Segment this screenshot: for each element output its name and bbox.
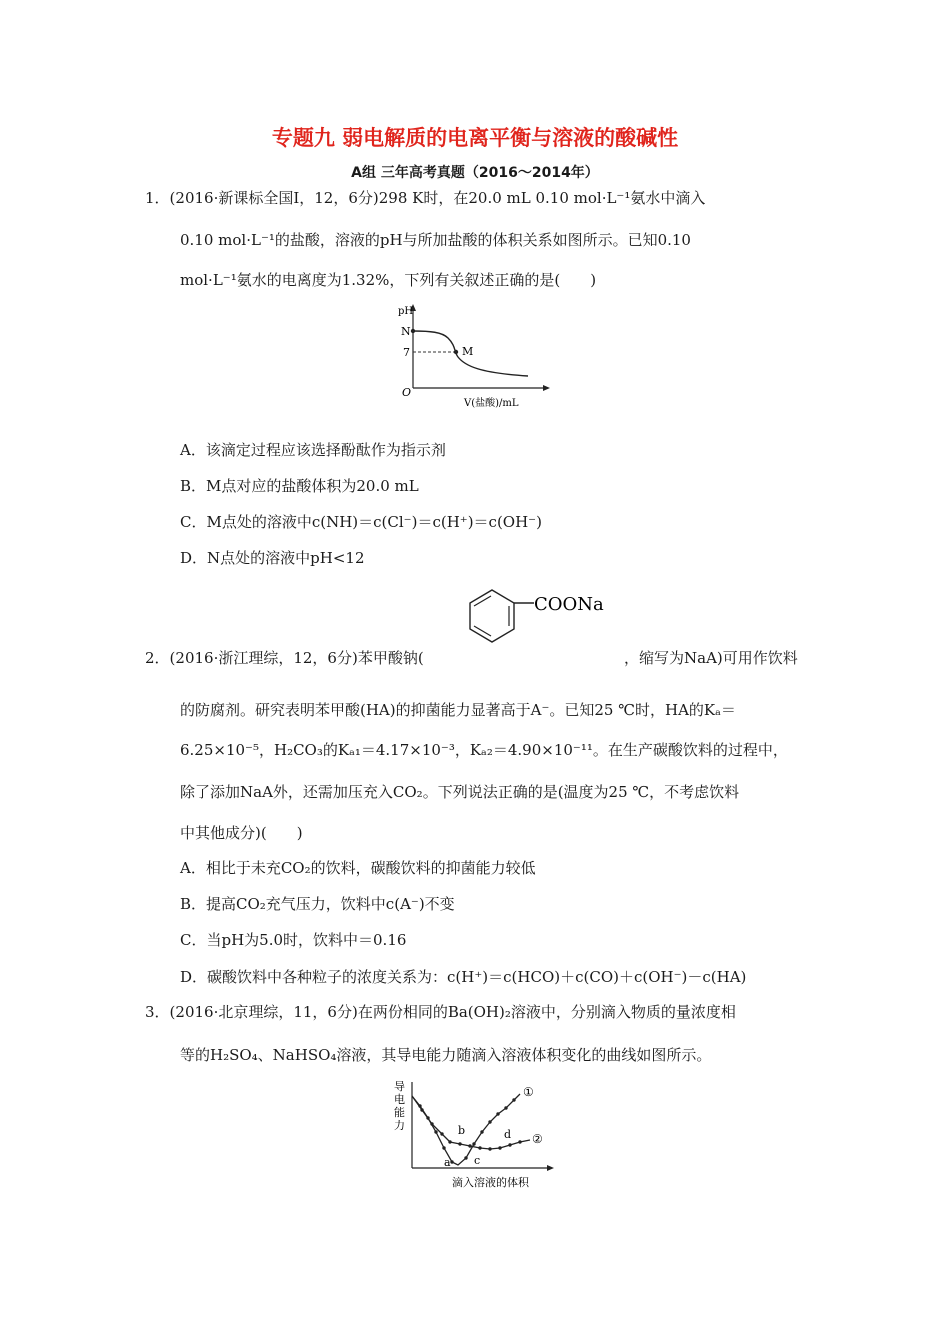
q2-line-1a: 2．(2016·浙江理综，12，6分)苯甲酸钠( — [145, 649, 424, 667]
q3-line-2: 等的H₂SO₄、NaHSO₄溶液，其导电能力随滴入溶液体积变化的曲线如图所示。 — [180, 1046, 712, 1064]
q2-option-a: A．相比于未充CO₂的饮料，碳酸饮料的抑菌能力较低 — [180, 859, 536, 877]
q2-line-3: 6.25×10⁻⁵，H₂CO₃的Kₐ₁＝4.17×10⁻³，Kₐ₂＝4.90×10⁻¹¹。在生产碳酸饮料的过程中， — [180, 741, 788, 759]
q3-fig-y-label-1: 导 — [394, 1080, 405, 1093]
q1-fig-m-label: M — [462, 345, 474, 358]
q1-fig-y-label: pH — [398, 306, 414, 317]
q1-line-3: mol·L⁻¹氨水的电离度为1.32%，下列有关叙述正确的是( ) — [180, 271, 597, 289]
coona-label: COONa — [534, 594, 604, 615]
q3-fig-x-label: 滴入溶液的体积 — [452, 1176, 529, 1189]
q2-line-2: 的防腐剂。研究表明苯甲酸(HA)的抑菌能力显著高于A⁻。已知25 ℃时，HA的Kₐ＝ — [180, 701, 736, 719]
q1-fig-n-label: N — [401, 325, 411, 338]
q1-option-b: B．M点对应的盐酸体积为20.0 mL — [180, 477, 419, 495]
q2-line-4: 除了添加NaA外，还需加压充入CO₂。下列说法正确的是(温度为25 ℃，不考虑饮料 — [180, 783, 740, 801]
q3-point-a: a — [444, 1156, 451, 1169]
q3-point-d: d — [504, 1128, 512, 1141]
section-heading: A组 三年高考真题（2016～2014年） — [351, 165, 599, 181]
q3-fig-y-label-4: 力 — [394, 1119, 405, 1132]
page-title: 专题九 弱电解质的电离平衡与溶液的酸碱性 — [271, 126, 679, 150]
q2-line-5: 中其他成分)( ) — [180, 824, 303, 842]
q3-fig-y-label-2: 电 — [394, 1093, 405, 1106]
q3-point-c: c — [474, 1154, 481, 1167]
q2-line-1b: ，缩写为NaA)可用作饮料 — [624, 649, 798, 667]
q3-point-b: b — [458, 1124, 466, 1137]
q1-ph-figure — [368, 300, 568, 412]
q3-curve1-label: ① — [523, 1085, 534, 1099]
q1-option-d: D．N点处的溶液中pH<12 — [180, 549, 365, 567]
q2-option-b: B．提高CO₂充气压力，饮料中c(A⁻)不变 — [180, 895, 455, 913]
q1-fig-x-label: V(盐酸)/mL — [464, 398, 519, 409]
q3-line-1: 3．(2016·北京理综，11，6分)在两份相同的Ba(OH)₂溶液中，分别滴入物质的量浓度相 — [145, 1003, 736, 1021]
q3-curve2-label: ② — [532, 1132, 543, 1146]
benzoate-structure-figure — [460, 586, 620, 658]
q2-option-d: D．碳酸饮料中各种粒子的浓度关系为：c(H⁺)＝c(HCO)＋c(CO)＋c(OH⁻)－c(HA) — [180, 968, 747, 986]
q1-line-1: 1．(2016·新课标全国Ⅰ，12，6分)298 K时，在20.0 mL 0.10 mol·L⁻¹氨水中滴入 — [145, 189, 706, 207]
q1-option-a: A．该滴定过程应该选择酚酞作为指示剂 — [180, 441, 446, 459]
q2-option-c: C．当pH为5.0时，饮料中＝0.16 — [180, 931, 407, 949]
q1-line-2: 0.10 mol·L⁻¹的盐酸，溶液的pH与所加盐酸的体积关系如图所示。已知0.10 — [180, 231, 691, 249]
q1-fig-origin-label: O — [402, 386, 412, 399]
q3-fig-y-label-3: 能 — [394, 1106, 405, 1119]
q3-conductivity-figure — [390, 1076, 560, 1194]
q1-fig-7-label: 7 — [403, 346, 410, 359]
q1-option-c: C．M点处的溶液中c(NH)＝c(Cl⁻)＝c(H⁺)＝c(OH⁻) — [180, 513, 542, 531]
